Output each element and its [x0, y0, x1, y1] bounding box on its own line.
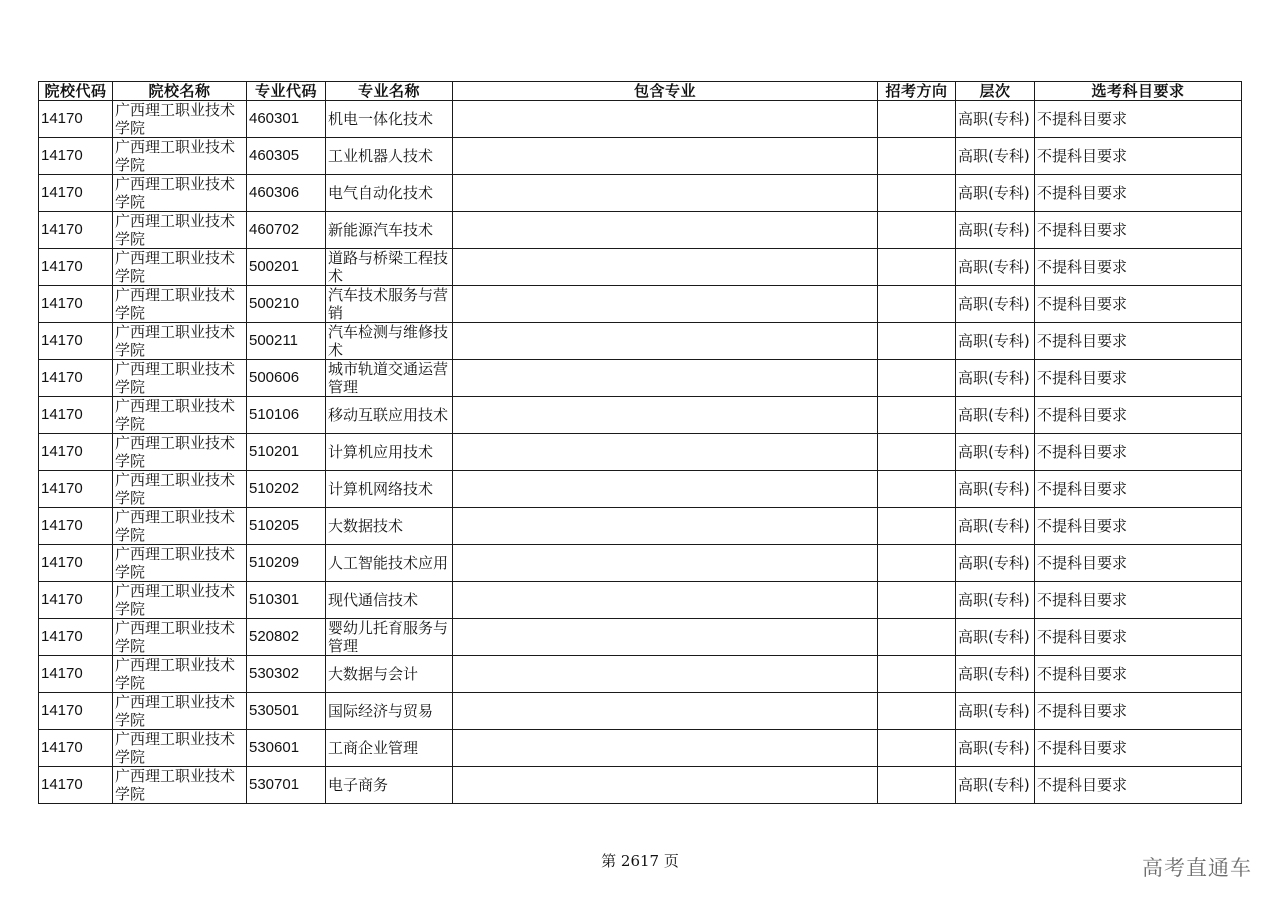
school-code-cell: 14170	[39, 360, 113, 397]
table-row	[39, 249, 1242, 286]
major-name-cell: 机电一体化技术	[326, 101, 453, 138]
exam-direction-cell	[878, 434, 956, 471]
included-majors-cell	[453, 323, 878, 360]
included-majors-cell	[453, 249, 878, 286]
level-cell: 高职(专科)	[956, 175, 1035, 212]
level-cell: 高职(专科)	[956, 545, 1035, 582]
major-code-cell: 530601	[247, 730, 326, 767]
table-row	[39, 212, 1242, 249]
school-name-cell: 广西理工职业技术学院	[113, 138, 247, 175]
table-row	[39, 730, 1242, 767]
major-name-cell: 大数据技术	[326, 508, 453, 545]
school-name-cell: 广西理工职业技术学院	[113, 397, 247, 434]
included-majors-cell	[453, 101, 878, 138]
subject-requirement-cell: 不提科目要求	[1035, 656, 1242, 693]
school-code-cell: 14170	[39, 249, 113, 286]
included-majors-cell	[453, 471, 878, 508]
major-name-cell: 城市轨道交通运营管理	[326, 360, 453, 397]
included-majors-cell	[453, 434, 878, 471]
school-code-cell: 14170	[39, 582, 113, 619]
school-name-cell: 广西理工职业技术学院	[113, 508, 247, 545]
school-code-cell: 14170	[39, 397, 113, 434]
included-majors-cell	[453, 508, 878, 545]
school-name-cell: 广西理工职业技术学院	[113, 730, 247, 767]
school-name-cell: 广西理工职业技术学院	[113, 323, 247, 360]
school-code-cell: 14170	[39, 508, 113, 545]
table-row	[39, 323, 1242, 360]
included-majors-cell	[453, 619, 878, 656]
school-code-cell: 14170	[39, 767, 113, 804]
school-code-cell: 14170	[39, 212, 113, 249]
table-row	[39, 471, 1242, 508]
school-name-cell: 广西理工职业技术学院	[113, 693, 247, 730]
major-code-cell: 500201	[247, 249, 326, 286]
major-name-cell: 计算机应用技术	[326, 434, 453, 471]
school-code-cell: 14170	[39, 138, 113, 175]
major-code-cell: 530701	[247, 767, 326, 804]
major-code-cell: 500606	[247, 360, 326, 397]
subject-requirement-cell: 不提科目要求	[1035, 397, 1242, 434]
exam-direction-cell	[878, 397, 956, 434]
school-code-cell: 14170	[39, 323, 113, 360]
exam-direction-cell	[878, 619, 956, 656]
major-code-cell: 500211	[247, 323, 326, 360]
major-code-cell: 510209	[247, 545, 326, 582]
level-cell: 高职(专科)	[956, 582, 1035, 619]
level-cell: 高职(专科)	[956, 249, 1035, 286]
exam-direction-cell	[878, 582, 956, 619]
major-code-cell: 460702	[247, 212, 326, 249]
level-cell: 高职(专科)	[956, 323, 1035, 360]
subject-requirement-cell: 不提科目要求	[1035, 693, 1242, 730]
major-name-cell: 现代通信技术	[326, 582, 453, 619]
header-included-majors: 包含专业	[453, 82, 878, 101]
exam-direction-cell	[878, 693, 956, 730]
school-name-cell: 广西理工职业技术学院	[113, 656, 247, 693]
school-name-cell: 广西理工职业技术学院	[113, 545, 247, 582]
included-majors-cell	[453, 693, 878, 730]
school-name-cell: 广西理工职业技术学院	[113, 360, 247, 397]
table-row	[39, 545, 1242, 582]
exam-direction-cell	[878, 175, 956, 212]
exam-direction-cell	[878, 212, 956, 249]
included-majors-cell	[453, 767, 878, 804]
header-level: 层次	[956, 82, 1035, 101]
subject-requirement-cell: 不提科目要求	[1035, 767, 1242, 804]
table-header-row	[39, 82, 1242, 101]
header-major-code: 专业代码	[247, 82, 326, 101]
subject-requirement-cell: 不提科目要求	[1035, 619, 1242, 656]
table-row	[39, 286, 1242, 323]
exam-direction-cell	[878, 286, 956, 323]
watermark: 高考直通车	[1142, 856, 1252, 880]
table-row	[39, 656, 1242, 693]
header-subject-requirement: 选考科目要求	[1035, 82, 1242, 101]
major-code-cell: 530302	[247, 656, 326, 693]
table-row	[39, 175, 1242, 212]
school-code-cell: 14170	[39, 545, 113, 582]
table-body	[39, 101, 1242, 804]
school-code-cell: 14170	[39, 175, 113, 212]
level-cell: 高职(专科)	[956, 286, 1035, 323]
school-code-cell: 14170	[39, 693, 113, 730]
level-cell: 高职(专科)	[956, 471, 1035, 508]
level-cell: 高职(专科)	[956, 693, 1035, 730]
major-name-cell: 国际经济与贸易	[326, 693, 453, 730]
level-cell: 高职(专科)	[956, 434, 1035, 471]
major-code-cell: 460305	[247, 138, 326, 175]
subject-requirement-cell: 不提科目要求	[1035, 138, 1242, 175]
major-name-cell: 汽车技术服务与营销	[326, 286, 453, 323]
subject-requirement-cell: 不提科目要求	[1035, 730, 1242, 767]
subject-requirement-cell: 不提科目要求	[1035, 434, 1242, 471]
table-row	[39, 360, 1242, 397]
level-cell: 高职(专科)	[956, 730, 1035, 767]
subject-requirement-cell: 不提科目要求	[1035, 508, 1242, 545]
school-code-cell: 14170	[39, 656, 113, 693]
subject-requirement-cell: 不提科目要求	[1035, 360, 1242, 397]
included-majors-cell	[453, 360, 878, 397]
header-major-name: 专业名称	[326, 82, 453, 101]
included-majors-cell	[453, 582, 878, 619]
school-code-cell: 14170	[39, 730, 113, 767]
major-name-cell: 计算机网络技术	[326, 471, 453, 508]
subject-requirement-cell: 不提科目要求	[1035, 212, 1242, 249]
exam-direction-cell	[878, 138, 956, 175]
exam-direction-cell	[878, 360, 956, 397]
table-row	[39, 101, 1242, 138]
major-name-cell: 婴幼儿托育服务与管理	[326, 619, 453, 656]
school-name-cell: 广西理工职业技术学院	[113, 175, 247, 212]
major-code-cell: 510202	[247, 471, 326, 508]
major-name-cell: 大数据与会计	[326, 656, 453, 693]
school-code-cell: 14170	[39, 434, 113, 471]
level-cell: 高职(专科)	[956, 138, 1035, 175]
major-code-cell: 520802	[247, 619, 326, 656]
school-name-cell: 广西理工职业技术学院	[113, 619, 247, 656]
school-name-cell: 广西理工职业技术学院	[113, 471, 247, 508]
school-code-cell: 14170	[39, 619, 113, 656]
included-majors-cell	[453, 397, 878, 434]
major-name-cell: 电子商务	[326, 767, 453, 804]
table-row	[39, 397, 1242, 434]
school-name-cell: 广西理工职业技术学院	[113, 286, 247, 323]
table-row	[39, 619, 1242, 656]
level-cell: 高职(专科)	[956, 508, 1035, 545]
major-table	[38, 81, 1242, 804]
major-code-cell: 510205	[247, 508, 326, 545]
table-row	[39, 582, 1242, 619]
major-name-cell: 工商企业管理	[326, 730, 453, 767]
subject-requirement-cell: 不提科目要求	[1035, 582, 1242, 619]
exam-direction-cell	[878, 545, 956, 582]
exam-direction-cell	[878, 101, 956, 138]
major-name-cell: 工业机器人技术	[326, 138, 453, 175]
header-exam-direction: 招考方向	[878, 82, 956, 101]
subject-requirement-cell: 不提科目要求	[1035, 175, 1242, 212]
major-name-cell: 道路与桥梁工程技术	[326, 249, 453, 286]
major-name-cell: 电气自动化技术	[326, 175, 453, 212]
subject-requirement-cell: 不提科目要求	[1035, 101, 1242, 138]
page-number: 第 2617 页	[601, 852, 679, 870]
level-cell: 高职(专科)	[956, 212, 1035, 249]
included-majors-cell	[453, 138, 878, 175]
school-name-cell: 广西理工职业技术学院	[113, 101, 247, 138]
school-code-cell: 14170	[39, 101, 113, 138]
exam-direction-cell	[878, 471, 956, 508]
major-code-cell: 500210	[247, 286, 326, 323]
table-row	[39, 138, 1242, 175]
table-row	[39, 508, 1242, 545]
major-name-cell: 新能源汽车技术	[326, 212, 453, 249]
included-majors-cell	[453, 175, 878, 212]
table-row	[39, 693, 1242, 730]
major-name-cell: 汽车检测与维修技术	[326, 323, 453, 360]
school-code-cell: 14170	[39, 471, 113, 508]
school-code-cell: 14170	[39, 286, 113, 323]
major-table-container	[38, 81, 1242, 804]
level-cell: 高职(专科)	[956, 767, 1035, 804]
school-name-cell: 广西理工职业技术学院	[113, 212, 247, 249]
major-code-cell: 530501	[247, 693, 326, 730]
level-cell: 高职(专科)	[956, 619, 1035, 656]
exam-direction-cell	[878, 323, 956, 360]
level-cell: 高职(专科)	[956, 397, 1035, 434]
school-name-cell: 广西理工职业技术学院	[113, 582, 247, 619]
header-school-name: 院校名称	[113, 82, 247, 101]
major-code-cell: 460301	[247, 101, 326, 138]
table-row	[39, 767, 1242, 804]
subject-requirement-cell: 不提科目要求	[1035, 471, 1242, 508]
included-majors-cell	[453, 212, 878, 249]
exam-direction-cell	[878, 508, 956, 545]
included-majors-cell	[453, 730, 878, 767]
included-majors-cell	[453, 545, 878, 582]
major-code-cell: 460306	[247, 175, 326, 212]
subject-requirement-cell: 不提科目要求	[1035, 323, 1242, 360]
header-school-code: 院校代码	[39, 82, 113, 101]
major-code-cell: 510106	[247, 397, 326, 434]
included-majors-cell	[453, 286, 878, 323]
exam-direction-cell	[878, 767, 956, 804]
school-name-cell: 广西理工职业技术学院	[113, 434, 247, 471]
subject-requirement-cell: 不提科目要求	[1035, 545, 1242, 582]
included-majors-cell	[453, 656, 878, 693]
school-name-cell: 广西理工职业技术学院	[113, 249, 247, 286]
level-cell: 高职(专科)	[956, 656, 1035, 693]
level-cell: 高职(专科)	[956, 101, 1035, 138]
exam-direction-cell	[878, 730, 956, 767]
major-code-cell: 510301	[247, 582, 326, 619]
subject-requirement-cell: 不提科目要求	[1035, 249, 1242, 286]
exam-direction-cell	[878, 249, 956, 286]
level-cell: 高职(专科)	[956, 360, 1035, 397]
table-row	[39, 434, 1242, 471]
major-name-cell: 人工智能技术应用	[326, 545, 453, 582]
major-name-cell: 移动互联应用技术	[326, 397, 453, 434]
major-code-cell: 510201	[247, 434, 326, 471]
subject-requirement-cell: 不提科目要求	[1035, 286, 1242, 323]
exam-direction-cell	[878, 656, 956, 693]
school-name-cell: 广西理工职业技术学院	[113, 767, 247, 804]
